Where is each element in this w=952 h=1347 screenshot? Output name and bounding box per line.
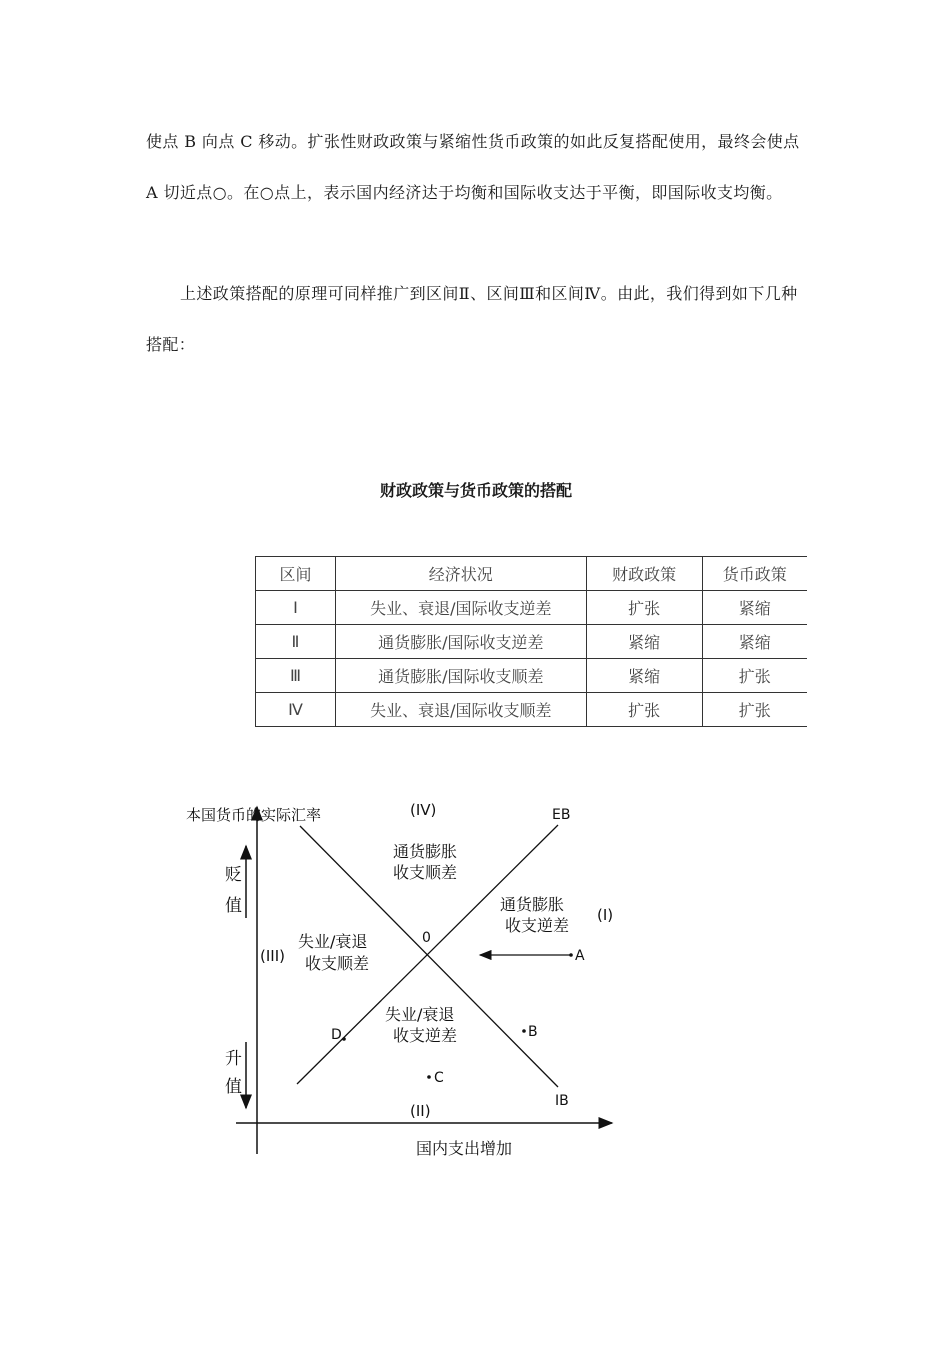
header-cell: 财政政策 <box>586 557 702 591</box>
region-iii-label: (III) <box>260 947 285 965</box>
point-c-dot <box>427 1075 431 1079</box>
table-cell: 通货膨胀/国际收支顺差 <box>335 659 586 693</box>
depreciation-label: 贬 <box>225 865 242 885</box>
point-d-label: D <box>331 1027 342 1043</box>
table-caption: 财政政策与货币政策的搭配 <box>379 481 572 500</box>
table-cell: 紧缩 <box>586 659 702 693</box>
region-ii-label: (II) <box>410 1102 431 1120</box>
table-row <box>256 625 808 659</box>
table-cell: Ⅲ <box>256 659 336 693</box>
table-cell: Ⅱ <box>256 625 336 659</box>
table-row <box>256 693 808 727</box>
appreciation-label: 值 <box>225 1077 242 1097</box>
region-iii-text: 失业/衰退 <box>298 932 368 951</box>
header-cell: 区间 <box>256 557 336 591</box>
table-cell: Ⅳ <box>256 693 336 727</box>
table-cell: 通货膨胀/国际收支逆差 <box>335 625 586 659</box>
header-cell: 经济状况 <box>335 557 586 591</box>
table-cell: 失业、衰退/国际收支顺差 <box>335 693 586 727</box>
region-ii-text: 失业/衰退 <box>385 1005 455 1024</box>
paragraph-1: 使点 B 向点 C 移动。扩张性财政政策与紧缩性货币政策的如此反复搭配使用，最终会使点 A 切近点○。在○点上，表示国内经济达于均衡和国际收支达于平衡，即国际收支均衡。 <box>146 132 800 202</box>
policy-mix-diagram <box>0 780 952 1180</box>
region-iv-label: (IV) <box>410 801 437 819</box>
table-row <box>256 591 808 625</box>
paragraph-2: 上述政策搭配的原理可同样推广到区间Ⅱ、区间Ⅲ和区间Ⅳ。由此，我们得到如下几种搭配： <box>146 284 798 354</box>
eb-curve-label: EB <box>552 807 571 823</box>
y-axis-label: 本国货币的实际汇率 <box>186 806 322 824</box>
table-cell: 扩张 <box>586 591 702 625</box>
table-cell: 扩张 <box>702 693 807 727</box>
region-i-text: 通货膨胀 <box>500 895 565 914</box>
table-cell: Ⅰ <box>256 591 336 625</box>
region-ii-text: 收支逆差 <box>393 1026 458 1045</box>
header-cell: 货币政策 <box>702 557 807 591</box>
region-i-text: 收支逆差 <box>505 916 570 935</box>
table-row <box>256 659 808 693</box>
point-c-label: C <box>434 1070 444 1086</box>
region-iii-text: 收支顺差 <box>305 954 370 973</box>
table-cell: 紧缩 <box>702 591 807 625</box>
origin-label: 0 <box>422 930 431 946</box>
appreciation-label: 升 <box>225 1049 242 1069</box>
policy-table <box>255 556 807 727</box>
table-cell: 扩张 <box>702 659 807 693</box>
point-d-dot <box>342 1037 346 1041</box>
table-cell: 紧缩 <box>702 625 807 659</box>
point-a-dot <box>569 953 573 957</box>
table-header-row <box>256 557 808 591</box>
region-iv-text: 通货膨胀 <box>393 842 458 861</box>
table-cell: 失业、衰退/国际收支逆差 <box>335 591 586 625</box>
region-i-label: (I) <box>597 906 614 924</box>
point-b-label: B <box>528 1024 538 1040</box>
point-b-dot <box>522 1029 526 1033</box>
depreciation-label: 值 <box>225 896 242 916</box>
x-axis-label: 国内支出增加 <box>416 1139 513 1158</box>
table-cell: 扩张 <box>586 693 702 727</box>
table-cell: 紧缩 <box>586 625 702 659</box>
point-a-label: A <box>575 948 585 964</box>
ib-curve-label: IB <box>555 1093 569 1109</box>
region-iv-text: 收支顺差 <box>393 863 458 882</box>
